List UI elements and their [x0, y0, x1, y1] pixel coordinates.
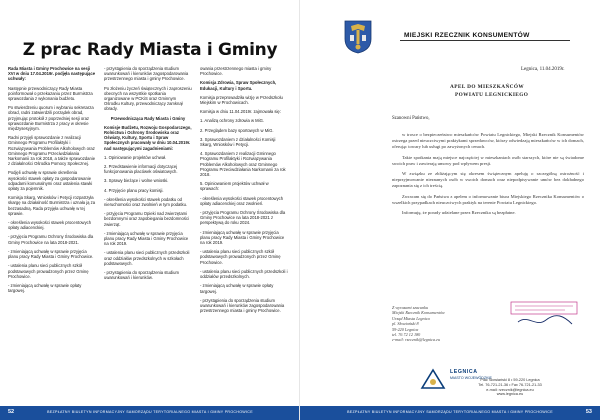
letter-date: Legnica, 11.04.2019r.: [521, 67, 565, 72]
column-paragraph: - ustalenia planu sieci publicznych przedszkoli oraz oddziałów przedszkolnych w szkołach podstawowych.: [104, 250, 190, 266]
page-footer: [0, 406, 300, 420]
column-paragraph: - zmieniającą uchwałę w sprawie opłaty targowej.: [200, 283, 274, 294]
column-paragraph: - zmieniającą uchwałę w sprawie opłaty targowej.: [8, 282, 82, 294]
signature-line: pl. Słowiański 8: [392, 321, 419, 327]
column-paragraph: - określenia wysokości stawek podatku od nieruchomości oraz zwolnień w tym podatku.: [104, 196, 188, 208]
column-paragraph: 2. Przedstawienie informacji dotyczącej funkcjonowania placówek oświatowych.: [104, 164, 178, 175]
letterhead-divider: [400, 40, 570, 41]
column-paragraph: - ustalenia planu sieci publicznych szkół podstawowych prowadzonych przez Gminę Prochowice.: [200, 249, 281, 265]
page-footer: [300, 406, 600, 420]
column-paragraph: - zmieniającą uchwałę w sprawie przyjęcia planu pracy Rady Miasta i Gminy Prochowice na rok 2019.: [104, 230, 189, 247]
contact-line: Plac Słowiański 8 • 59-220 Legnica: [480, 378, 540, 382]
column-paragraph: Komisje Budżetu, Rozwoju Gospodarczego, Rolnictwa i Ochrony Środowiska oraz Oświaty, Kultury, Sportu i Spraw Społecznych pracowały w dniu 10.04.2019r. nad następującymi zagadnieniami:: [104, 124, 192, 151]
letter-paragraph: w trosce o bezpieczeństwo mieszkańców Powiatu Legnickiego, Miejski Rzecznik Konsumentów ostrzega przed nieuczciwymi praktykami sprzedawców, którzy odwiedzają mieszkańców w ich domach, oferując towary lub usługi po zawyżonych cenach.: [392, 132, 584, 150]
column-paragraph: Radni przyjęli sprawozdanie z realizacji Gminnego Programu Profilaktyki i Rozwiązywania Problemów Alkoholowych oraz Gminnego Programu Przeciwdziałania Narkomanii za rok 2018, a także sprawozdanie z działalności Ośrodka Pomocy Społecznej.: [8, 135, 96, 167]
signature-line: 59-220 Legnica: [392, 326, 419, 332]
column-paragraph: - przystąpienia do sporządzenia studium uwarunkowań i kierunków zagospodarowania przestrzennego miasta i gminy Prochowice.: [104, 66, 189, 82]
letterhead-title: MIEJSKI RZECZNIK KONSUMENTÓW: [404, 32, 530, 39]
column-paragraph: - zmieniającą uchwałę w sprawie przyjęcia planu pracy Rady Miasta i Gminy Prochowice.: [8, 248, 94, 260]
column-paragraph: Komisja Zdrowia, Spraw Społecznych, Edukacji, Kultury i Sportu.: [200, 80, 277, 91]
letter-paragraph: Zwracam się do Państwa z apelem o informowanie biura Miejskiego Rzecznika Konsumentów o wszelkich przypadkach nieuczciwych praktyk na terenie Powiatu Legnickiego.: [392, 193, 584, 205]
column-paragraph: - określenia wysokości stawek procentowych opłaty adiacenckiej oraz zwolnień.: [200, 195, 284, 206]
signature-line: Urząd Miasta Legnica: [392, 315, 430, 321]
signature-line: Miejski Rzecznik Konsumentów: [392, 310, 445, 316]
signature-line: Z wyrazami szacunku: [392, 305, 429, 310]
column-paragraph: Rada Miasta i Gminy Prochowice na sesji XVI w dniu 17.04.2019r. podjęła następujące uchwały:: [8, 66, 96, 82]
right-page: [300, 0, 600, 420]
column-paragraph: - przystąpienia do sporządzenia studium uwarunkowań i kierunków zagospodarowania przestrzennego miasta i gminy Prochowice.: [200, 297, 285, 314]
letter-paragraph: W związku ze zbliżającym się okresem świątecznym apeluję o szczególną ostrożność i nieprzyjmowanie nieznanych osób w swoich domach oraz niepodpisywanie umów bez dokładnego zapoznania się z ich treścią.: [392, 171, 584, 189]
coat-of-arms-icon: [344, 20, 372, 54]
official-stamp-icon: [510, 300, 578, 330]
letter-greeting: Szanowni Państwo,: [392, 116, 430, 121]
text-column-2: [104, 66, 192, 285]
contact-line: www.legnica.eu: [496, 392, 524, 397]
column-paragraph: 3. Sprawozdaniem z działalności Komisji Skarg, Wniosków i Petycji.: [200, 136, 276, 148]
column-paragraph: 4. Przyjęcie planu pracy komisji.: [104, 187, 164, 193]
column-paragraph: Podjęli uchwałę w sprawie określenia wysokości stawek opłaty za gospodarowanie odpadami komunalnymi oraz ustalenia stawki opłaty za pojemnik.: [8, 170, 93, 192]
contact-line: e-mail: rzecznik@legnica.eu: [486, 387, 534, 392]
page-number: 53: [585, 409, 592, 415]
column-paragraph: - zmieniającą uchwałę w sprawie przyjęcia planu pracy Rady Miasta i Gminy Prochowice na rok 2019.: [200, 229, 285, 246]
column-paragraph: 1. Analizą ochrony zdrowia w MiG.: [200, 118, 265, 124]
appeal-title: APEL DO MIESZKAŃCÓW: [450, 84, 525, 90]
column-paragraph: - przyjęcia Programu Ochrony Środowiska dla Gminy Prochowice na lata 2018-2021.: [8, 234, 94, 245]
page-number: 52: [8, 409, 15, 415]
appeal-subtitle: POWIATU LEGNICKIEGO: [455, 92, 529, 98]
column-paragraph: Po złożeniu życzeń świątecznych i zaproszeniu obecnych na wszystkie spotkania organizowane w PCKiS oraz Gminnym Ośrodku Kultury, przewodniczący zamknął obrady.: [104, 85, 192, 112]
text-column-3: [200, 66, 288, 317]
text-column-1: [8, 66, 96, 297]
column-paragraph: Komisja Skarg, Wniosków i Petycji rozpatrzyła skargę na działalność Burmistrza i uznała ją za bezzasadną. Rada przyjęła uchwałę w tej sprawie.: [8, 195, 96, 216]
contact-line: Tel. 76-721-21-36 • Fax 76-721-21-33: [478, 382, 542, 387]
signature-block: [392, 305, 502, 343]
column-paragraph: - ustalenia planu sieci publicznych przedszkoli i oddziałów przedszkolnych.: [200, 268, 288, 280]
column-paragraph: Komisja przeprowadziła wizję w Przedszkolu Miejskim w Prochowicach.: [200, 94, 283, 106]
letter-paragraph: Takie spotkania mają miejsce najczęściej w mieszkaniach osób starszych, które nie są świadome swoich praw i zawierają umowy pod wpływem presji.: [392, 154, 584, 166]
logo-wordmark: LEGNICA: [450, 369, 478, 375]
column-paragraph: - ustalenia planu sieci publicznych szkół podstawowych prowadzonych przez Gminę Prochowice.: [8, 263, 89, 279]
column-paragraph: - przystąpienia do sporządzenia studium uwarunkowań i kierunków.: [104, 270, 179, 281]
column-paragraph: 5. Opiniowaniem projektów uchwał w sprawach:: [200, 181, 269, 192]
column-paragraph: 4. Sprawozdaniem z realizacji Gminnego Programu Profilaktyki i Rozwiązywania Problemów Alkoholowych oraz Gminnego Programu Przeciwdziałania Narkomanii za rok 2018.: [200, 151, 286, 178]
column-paragraph: - określenia wysokości stawek procentowych opłaty adiacenckiej.: [8, 220, 92, 231]
page-title: Z prac Rady Miasta i Gminy: [22, 40, 278, 60]
column-paragraph: - przyjęcia Programu Opieki nad zwierzętami bezdomnymi oraz zapobiegania bezdomności zwierząt.: [104, 211, 189, 227]
letter-body: [392, 132, 584, 220]
column-paragraph: Następnie przewodniczący Rady Miasta poinformował o przekazaniu przez Burmistrza sprawozdania z wykonania budżetu.: [8, 85, 93, 102]
column-paragraph: Komisja w dniu 11.04.2019r. zajmowała się:: [200, 109, 281, 115]
signature-line: e-mail: rzecznik@legnica.eu: [392, 337, 441, 343]
column-paragraph: 3. Sprawy bieżące i wolne wnioski.: [104, 178, 169, 184]
column-paragraph: 2. Przeglądem bazy sportowych w MiG.: [200, 127, 274, 133]
column-paragraph: Po stwierdzeniu quorum i wybraniu sekretarza obrad, radni zatwierdzili porządek obrad, przyjmując protokół z poprzedniej sesji oraz sprawozdanie Burmistrza z pracy w okresie międzysesyjnym.: [8, 105, 94, 132]
legnica-logo-icon: [420, 368, 446, 390]
column-paragraph: - przyjęcia Programu Ochrony Środowiska dla Gminy Prochowice na lata 2018-2021 z perspektywą do roku 2024.: [200, 210, 286, 226]
column-paragraph: Przewodnicząca Rady Miasta i Gminy: [110, 115, 186, 121]
logo-subtitle: MIASTO WOJEWÓDZKIE: [450, 376, 492, 380]
column-paragraph: owania przestrzennego miasta i gminy Prochowice.: [200, 66, 272, 77]
letter-paragraph: Informuję, że porady udzielane przez Rzecznika są bezpłatne.: [402, 210, 516, 216]
footer-text: BEZPŁATNY BIULETYN INFORMACYJNY SAMORZĄDU TERYTORIALNEGO MIASTA I GMINY PROCHOWICE: [47, 410, 253, 414]
signature-line: tel. 76 72 12 180: [392, 332, 421, 338]
column-paragraph: 1. Opiniowanie projektów uchwał.: [104, 154, 167, 160]
footer-text: BEZPŁATNY BIULETYN INFORMACYJNY SAMORZĄDU TERYTORIALNEGO MIASTA I GMINY PROCHOWICE: [347, 410, 553, 414]
contact-info: [450, 378, 570, 397]
